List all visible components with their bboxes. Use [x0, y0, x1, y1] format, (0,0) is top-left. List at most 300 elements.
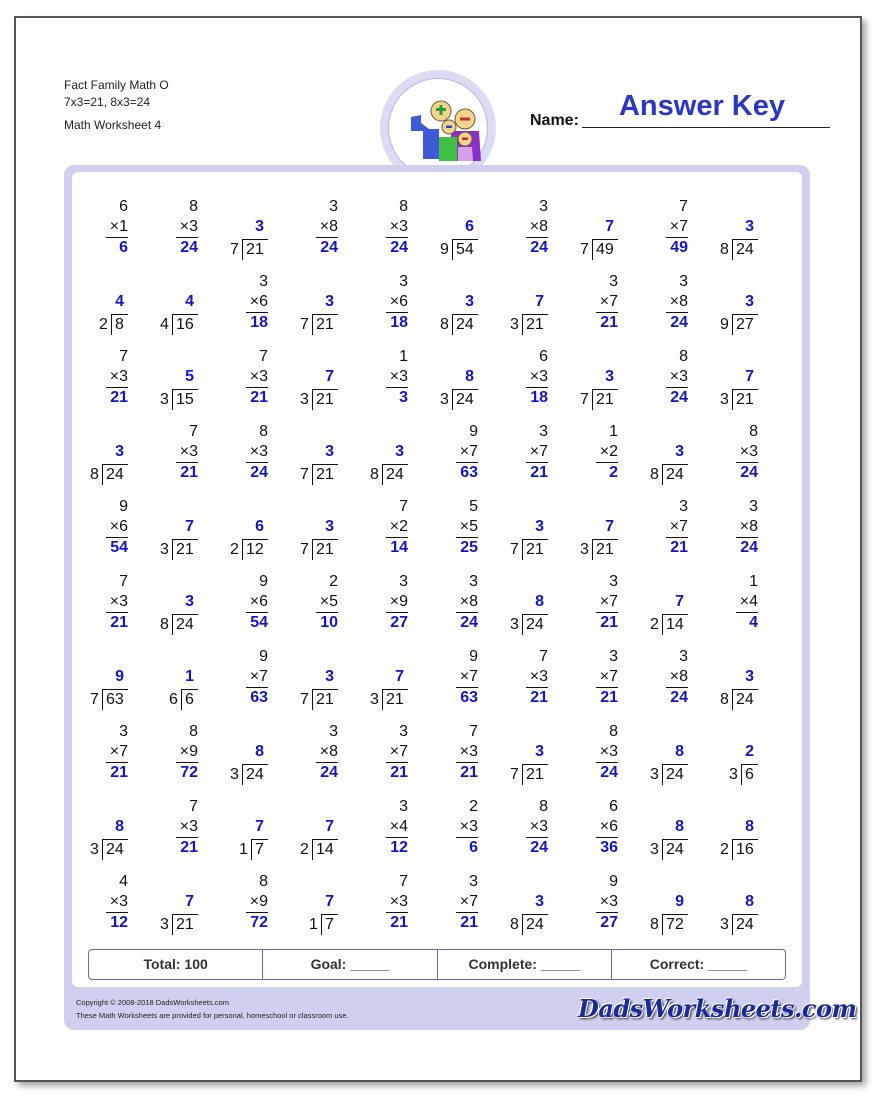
division-problem [702, 197, 772, 272]
divisor: 9 [720, 316, 729, 333]
factor-top: 7 [399, 873, 408, 890]
dividend: 7 [251, 839, 268, 860]
product-answer: 21 [180, 839, 198, 856]
division-problem [702, 647, 772, 722]
multiplication-problem [492, 422, 562, 497]
factor-top: 8 [749, 423, 758, 440]
factor-bottom: ×6 [596, 817, 618, 838]
division-problem [422, 272, 492, 347]
product-answer: 24 [250, 464, 268, 481]
division-problem [632, 422, 702, 497]
divisor: 8 [720, 691, 729, 708]
vertical-product [596, 647, 618, 708]
product-answer: 6 [469, 839, 478, 856]
factor-top: 7 [119, 348, 128, 365]
product-answer: 18 [390, 314, 408, 331]
division-problem [72, 797, 142, 872]
factor-bottom: ×3 [176, 442, 198, 463]
division-problem [212, 797, 282, 872]
division-problem [422, 197, 492, 272]
factor-top: 7 [189, 798, 198, 815]
product-answer: 18 [530, 389, 548, 406]
divisor: 9 [440, 241, 449, 258]
dividend: 15 [172, 389, 198, 410]
vertical-product [386, 197, 408, 258]
factor-bottom: ×4 [386, 817, 408, 838]
division-problem [142, 347, 212, 422]
factor-bottom: ×9 [386, 592, 408, 613]
dividend: 24 [102, 839, 128, 860]
product-answer: 21 [600, 689, 618, 706]
multiplication-problem [702, 497, 772, 572]
dividend: 21 [522, 764, 548, 785]
multiplication-problem [212, 872, 282, 947]
division-problem [562, 197, 632, 272]
division-problem [702, 797, 772, 872]
division-problem [702, 722, 772, 797]
division-problem [562, 497, 632, 572]
product-answer: 24 [740, 464, 758, 481]
division-problem [702, 272, 772, 347]
division-problem [352, 647, 422, 722]
factor-bottom: ×3 [106, 367, 128, 388]
divisor: 2 [300, 841, 309, 858]
worksheet-title: Fact Family Math O [64, 78, 169, 92]
multiplication-problem [142, 797, 212, 872]
product-answer: 21 [460, 764, 478, 781]
dividend: 21 [312, 539, 338, 560]
dividend: 21 [172, 914, 198, 935]
quotient-answer: 7 [605, 518, 614, 535]
product-answer: 24 [180, 239, 198, 256]
complete-field[interactable]: Complete: _____ [438, 950, 612, 979]
factor-top: 6 [119, 198, 128, 215]
divisor: 8 [510, 916, 519, 933]
multiplication-problem [352, 497, 422, 572]
quotient-answer: 8 [745, 818, 754, 835]
factor-bottom: ×3 [106, 592, 128, 613]
product-answer: 10 [320, 614, 338, 631]
factor-bottom: ×7 [456, 667, 478, 688]
quotient-answer: 6 [255, 518, 264, 535]
multiplication-problem [72, 572, 142, 647]
multiplication-problem [352, 197, 422, 272]
divisor: 8 [90, 466, 99, 483]
factor-top: 8 [189, 723, 198, 740]
quotient-answer: 8 [255, 743, 264, 760]
multiplication-problem [352, 797, 422, 872]
divisor: 6 [169, 691, 178, 708]
quotient-answer: 3 [605, 368, 614, 385]
quotient-answer: 7 [325, 893, 334, 910]
worksheet-subtitle: 7x3=21, 8x3=24 [64, 95, 151, 109]
factor-top: 9 [259, 573, 268, 590]
factor-bottom: ×8 [456, 592, 478, 613]
divisor: 8 [650, 916, 659, 933]
quotient-answer: 8 [675, 818, 684, 835]
dividend: 21 [312, 689, 338, 710]
factor-top: 3 [609, 273, 618, 290]
division-problem [422, 347, 492, 422]
vertical-product [246, 572, 268, 633]
product-answer: 24 [320, 764, 338, 781]
quotient-answer: 3 [745, 218, 754, 235]
divisor: 7 [300, 466, 309, 483]
division-problem [282, 797, 352, 872]
multiplication-problem [422, 797, 492, 872]
vertical-product [386, 347, 408, 408]
multiplication-problem [562, 272, 632, 347]
dividend: 24 [382, 464, 408, 485]
quotient-answer: 7 [185, 893, 194, 910]
vertical-product [386, 797, 408, 858]
multiplication-problem [632, 272, 702, 347]
factor-top: 7 [259, 348, 268, 365]
division-problem [282, 422, 352, 497]
multiplication-problem [632, 347, 702, 422]
product-answer: 27 [390, 614, 408, 631]
multiplication-problem [212, 272, 282, 347]
vertical-product [666, 347, 688, 408]
vertical-product [596, 872, 618, 933]
factor-top: 8 [189, 198, 198, 215]
product-answer: 63 [460, 464, 478, 481]
quotient-answer: 8 [535, 593, 544, 610]
product-answer: 72 [250, 914, 268, 931]
factor-top: 3 [679, 648, 688, 665]
multiplication-problem [422, 647, 492, 722]
division-problem [492, 272, 562, 347]
factor-bottom: ×3 [246, 367, 268, 388]
vertical-product [386, 497, 408, 558]
factor-top: 3 [119, 723, 128, 740]
vertical-product [526, 347, 548, 408]
divisor: 1 [239, 841, 248, 858]
factor-top: 2 [329, 573, 338, 590]
factor-top: 8 [259, 423, 268, 440]
vertical-product [456, 422, 478, 483]
dividend: 21 [172, 539, 198, 560]
product-answer: 25 [460, 539, 478, 556]
divisor: 3 [729, 766, 738, 783]
factor-top: 7 [469, 723, 478, 740]
product-answer: 21 [110, 764, 128, 781]
factor-bottom: ×8 [666, 292, 688, 313]
quotient-answer: 7 [185, 518, 194, 535]
dividend: 24 [452, 389, 478, 410]
factor-top: 3 [399, 798, 408, 815]
product-answer: 21 [250, 389, 268, 406]
division-problem [492, 872, 562, 947]
factor-bottom: ×2 [386, 517, 408, 538]
multiplication-problem [72, 197, 142, 272]
multiplication-problem [352, 722, 422, 797]
divisor: 3 [440, 391, 449, 408]
factor-top: 9 [609, 873, 618, 890]
dividend: 24 [522, 914, 548, 935]
correct-field[interactable]: Correct: _____ [649, 956, 748, 972]
vertical-product [596, 797, 618, 858]
division-problem [492, 572, 562, 647]
usage-notice: These Math Worksheets are provided for personal, homeschool or classroom use. [76, 1011, 349, 1020]
division-problem [632, 722, 702, 797]
factor-top: 6 [539, 348, 548, 365]
product-answer: 21 [390, 764, 408, 781]
factor-top: 9 [119, 498, 128, 515]
vertical-product [106, 872, 128, 933]
multiplication-problem [212, 422, 282, 497]
vertical-product [176, 722, 198, 783]
factor-bottom: ×8 [666, 667, 688, 688]
divisor: 3 [650, 766, 659, 783]
quotient-answer: 5 [185, 368, 194, 385]
vertical-product [386, 722, 408, 783]
product-answer: 14 [390, 539, 408, 556]
product-answer: 24 [530, 239, 548, 256]
dividend: 21 [242, 239, 268, 260]
divisor: 7 [580, 391, 589, 408]
dividend: 24 [662, 764, 688, 785]
division-problem [632, 572, 702, 647]
quotient-answer: 3 [325, 518, 334, 535]
product-answer: 27 [600, 914, 618, 931]
dividend: 72 [662, 914, 688, 935]
brand-logo: DadsWorksheets.com [578, 994, 857, 1023]
divisor: 4 [160, 316, 169, 333]
division-problem [282, 872, 352, 947]
worksheet-number: Math Worksheet 4 [64, 118, 162, 132]
multiplication-problem [562, 872, 632, 947]
vertical-product [596, 422, 618, 483]
score-box [88, 949, 786, 980]
factor-top: 8 [399, 198, 408, 215]
division-problem [142, 572, 212, 647]
dividend: 24 [102, 464, 128, 485]
dividend: 21 [312, 314, 338, 335]
factor-top: 7 [189, 423, 198, 440]
quotient-answer: 7 [255, 818, 264, 835]
vertical-product [386, 572, 408, 633]
factor-bottom: ×3 [596, 742, 618, 763]
multiplication-problem [282, 722, 352, 797]
name-label: Name: [530, 112, 579, 129]
divisor: 7 [510, 766, 519, 783]
divisor: 3 [160, 391, 169, 408]
factor-top: 7 [399, 498, 408, 515]
factor-top: 3 [399, 273, 408, 290]
name-field-line[interactable] [582, 127, 830, 128]
quotient-answer: 3 [535, 518, 544, 535]
dividend: 21 [312, 464, 338, 485]
product-answer: 2 [609, 464, 618, 481]
multiplication-problem [142, 422, 212, 497]
product-answer: 24 [670, 689, 688, 706]
vertical-product [666, 197, 688, 258]
product-answer: 24 [320, 239, 338, 256]
quotient-answer: 2 [745, 743, 754, 760]
divisor: 1 [309, 916, 318, 933]
factor-bottom: ×9 [246, 892, 268, 913]
quotient-answer: 6 [465, 218, 474, 235]
divisor: 3 [510, 616, 519, 633]
vertical-product [736, 572, 758, 633]
factor-bottom: ×3 [176, 817, 198, 838]
divisor: 2 [720, 841, 729, 858]
divisor: 8 [160, 616, 169, 633]
factor-bottom: ×7 [106, 742, 128, 763]
factor-top: 3 [679, 498, 688, 515]
vertical-product [666, 647, 688, 708]
quotient-answer: 3 [115, 443, 124, 460]
factor-bottom: ×7 [526, 442, 548, 463]
product-answer: 6 [119, 239, 128, 256]
multiplication-problem [422, 722, 492, 797]
divisor: 3 [650, 841, 659, 858]
factor-top: 2 [469, 798, 478, 815]
product-answer: 72 [180, 764, 198, 781]
quotient-answer: 3 [325, 668, 334, 685]
division-problem [492, 497, 562, 572]
division-problem [142, 872, 212, 947]
factor-top: 7 [119, 573, 128, 590]
divisor: 7 [300, 541, 309, 558]
multiplication-problem [72, 347, 142, 422]
factor-top: 3 [329, 198, 338, 215]
divisor: 3 [720, 391, 729, 408]
factor-top: 3 [679, 273, 688, 290]
vertical-product [176, 422, 198, 483]
dividend: 24 [172, 614, 198, 635]
vertical-product [246, 272, 268, 333]
dividend: 16 [732, 839, 758, 860]
factor-top: 3 [469, 873, 478, 890]
quotient-answer: 3 [745, 668, 754, 685]
product-answer: 21 [530, 689, 548, 706]
factor-bottom: ×5 [316, 592, 338, 613]
factor-bottom: ×7 [596, 667, 618, 688]
dividend: 24 [662, 839, 688, 860]
vertical-product [456, 572, 478, 633]
product-answer: 4 [749, 614, 758, 631]
dividend: 54 [452, 239, 478, 260]
factor-bottom: ×4 [736, 592, 758, 613]
division-problem [562, 347, 632, 422]
multiplication-problem [422, 422, 492, 497]
dividend: 12 [242, 539, 268, 560]
dividend: 24 [732, 689, 758, 710]
vertical-product [106, 572, 128, 633]
quotient-answer: 1 [185, 668, 194, 685]
factor-bottom: ×3 [246, 442, 268, 463]
dividend: 21 [732, 389, 758, 410]
quotient-answer: 9 [115, 668, 124, 685]
factor-bottom: ×7 [596, 292, 618, 313]
vertical-product [386, 272, 408, 333]
multiplication-problem [492, 647, 562, 722]
divisor: 3 [720, 916, 729, 933]
divisor: 2 [99, 316, 108, 333]
product-answer: 3 [399, 389, 408, 406]
product-answer: 21 [110, 389, 128, 406]
vertical-product [526, 647, 548, 708]
product-answer: 63 [250, 689, 268, 706]
vertical-product [106, 497, 128, 558]
multiplication-problem [632, 647, 702, 722]
product-answer: 21 [460, 914, 478, 931]
product-answer: 21 [670, 539, 688, 556]
factor-bottom: ×3 [176, 217, 198, 238]
divisor: 2 [650, 616, 659, 633]
quotient-answer: 8 [465, 368, 474, 385]
dividend: 21 [592, 389, 618, 410]
multiplication-problem [562, 797, 632, 872]
vertical-product [456, 797, 478, 858]
product-answer: 21 [600, 314, 618, 331]
dividend: 21 [522, 314, 548, 335]
factor-bottom: ×3 [596, 892, 618, 913]
goal-field[interactable]: Goal: _____ [263, 950, 437, 979]
factor-bottom: ×7 [596, 592, 618, 613]
factor-bottom: ×8 [316, 742, 338, 763]
product-answer: 12 [110, 914, 128, 931]
product-answer: 21 [530, 464, 548, 481]
division-problem [702, 347, 772, 422]
factor-top: 9 [259, 648, 268, 665]
dividend: 24 [522, 614, 548, 635]
product-answer: 24 [670, 389, 688, 406]
copyright-text: Copyright © 2008-2018 DadsWorksheets.com [76, 998, 229, 1007]
factor-top: 4 [119, 873, 128, 890]
quotient-answer: 3 [325, 443, 334, 460]
division-problem [72, 422, 142, 497]
vertical-product [596, 272, 618, 333]
factor-top: 3 [469, 573, 478, 590]
factor-bottom: ×6 [246, 292, 268, 313]
division-problem [142, 272, 212, 347]
multiplication-problem [422, 497, 492, 572]
multiplication-problem [352, 272, 422, 347]
product-answer: 24 [740, 539, 758, 556]
vertical-product [316, 722, 338, 783]
dividend: 6 [741, 764, 758, 785]
quotient-answer: 7 [535, 293, 544, 310]
product-answer: 49 [670, 239, 688, 256]
factor-top: 3 [749, 498, 758, 515]
multiplication-problem [562, 422, 632, 497]
vertical-product [456, 497, 478, 558]
factor-top: 5 [469, 498, 478, 515]
quotient-answer: 4 [185, 293, 194, 310]
product-answer: 24 [600, 764, 618, 781]
factor-bottom: ×7 [456, 442, 478, 463]
product-answer: 12 [390, 839, 408, 856]
quotient-answer: 7 [325, 818, 334, 835]
multiplication-problem [72, 722, 142, 797]
divisor: 3 [370, 691, 379, 708]
factor-bottom: ×3 [526, 817, 548, 838]
divisor: 7 [230, 241, 239, 258]
product-answer: 21 [110, 614, 128, 631]
product-answer: 21 [390, 914, 408, 931]
multiplication-problem [212, 347, 282, 422]
multiplication-problem [282, 572, 352, 647]
vertical-product [316, 572, 338, 633]
factor-bottom: ×7 [246, 667, 268, 688]
divisor: 7 [90, 691, 99, 708]
multiplication-problem [562, 722, 632, 797]
divisor: 8 [370, 466, 379, 483]
multiplication-problem [282, 197, 352, 272]
